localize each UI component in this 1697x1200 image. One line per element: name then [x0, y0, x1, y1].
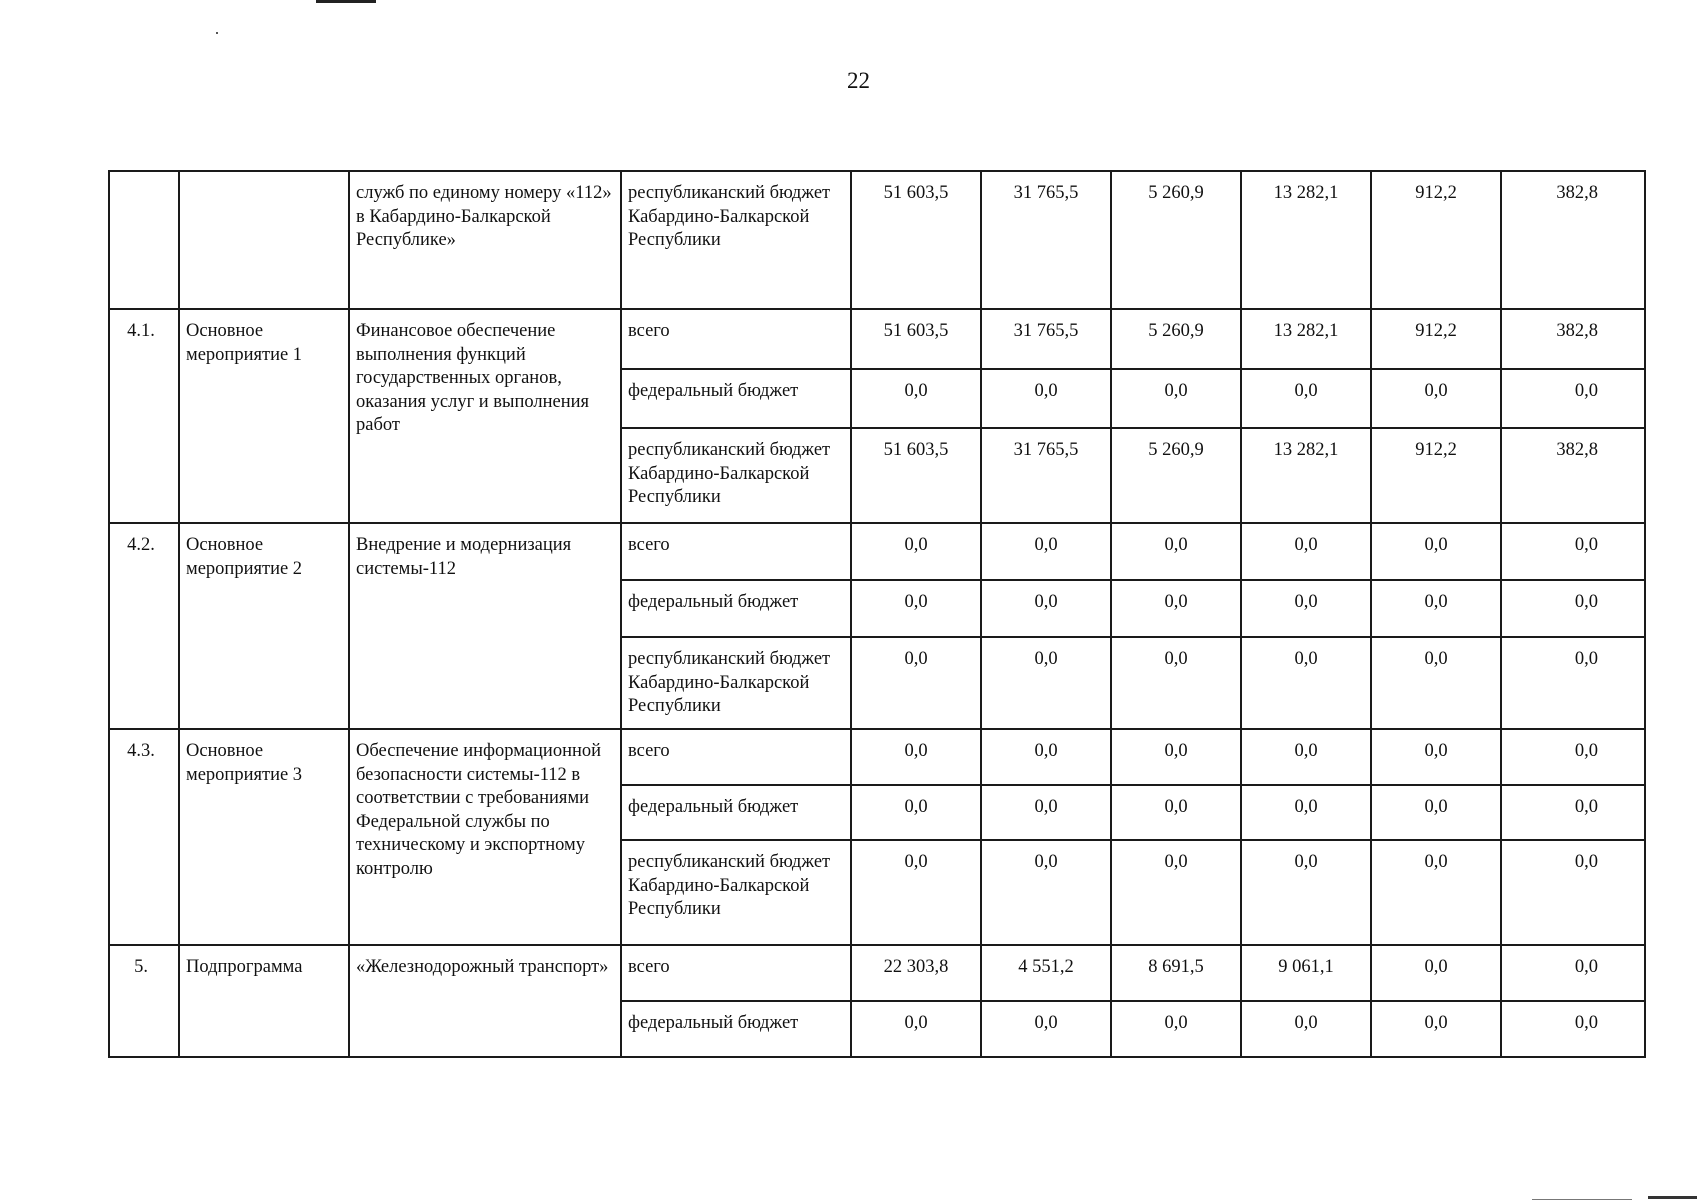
- cell-source: федеральный бюджет: [621, 1001, 851, 1057]
- cell-number: 4.2.: [109, 523, 179, 729]
- cell-source: республиканский бюджет Кабардино-Балкарской Республики: [621, 428, 851, 523]
- table-row: [109, 171, 1645, 309]
- cell-value: 0,0: [1371, 369, 1501, 428]
- page-number: 22: [847, 68, 870, 93]
- cell-number: 4.1.: [109, 309, 179, 523]
- cell-value: 0,0: [1111, 1001, 1241, 1057]
- cell-value: 0,0: [1371, 523, 1501, 580]
- cell-value: 13 282,1: [1241, 171, 1371, 309]
- cell-value: 0,0: [1501, 580, 1645, 637]
- cell-source: республиканский бюджет Кабардино-Балкарской Республики: [621, 171, 851, 309]
- table-row: [109, 729, 1645, 785]
- cell-value: 0,0: [1371, 785, 1501, 840]
- cell-value: 0,0: [851, 369, 981, 428]
- cell-value: 0,0: [1501, 369, 1645, 428]
- cell-type: Основное мероприятие 2: [179, 523, 349, 729]
- cell-value: 0,0: [1501, 1001, 1645, 1057]
- cell-value: 0,0: [981, 785, 1111, 840]
- cell-value: 0,0: [1241, 637, 1371, 729]
- scan-speck: [216, 32, 218, 34]
- cell-value: 0,0: [981, 729, 1111, 785]
- cell-value: 0,0: [1371, 840, 1501, 945]
- cell-value: 31 765,5: [981, 171, 1111, 309]
- cell-value: 5 260,9: [1111, 171, 1241, 309]
- cell-value: 0,0: [1111, 580, 1241, 637]
- cell-source: республиканский бюджет Кабардино-Балкарской Республики: [621, 637, 851, 729]
- cell-value: 51 603,5: [851, 171, 981, 309]
- cell-number: 5.: [109, 945, 179, 1057]
- cell-type: Основное мероприятие 3: [179, 729, 349, 945]
- cell-source: республиканский бюджет Кабардино-Балкарской Республики: [621, 840, 851, 945]
- cell-value: 0,0: [851, 1001, 981, 1057]
- cell-source: всего: [621, 945, 851, 1001]
- cell-value: 0,0: [981, 1001, 1111, 1057]
- cell-value: 0,0: [1241, 523, 1371, 580]
- cell-value: 0,0: [1371, 580, 1501, 637]
- cell-value: 51 603,5: [851, 309, 981, 369]
- cell-source: федеральный бюджет: [621, 580, 851, 637]
- scan-mark-top: [316, 0, 376, 3]
- cell-value: 382,8: [1501, 309, 1645, 369]
- cell-name: служб по единому номеру «112» в Кабардино-Балкарской Республике»: [349, 171, 621, 309]
- cell-value: 0,0: [851, 729, 981, 785]
- cell-value: 0,0: [981, 369, 1111, 428]
- cell-number: 4.3.: [109, 729, 179, 945]
- cell-value: 0,0: [1501, 637, 1645, 729]
- cell-value: 382,8: [1501, 171, 1645, 309]
- cell-value: 13 282,1: [1241, 309, 1371, 369]
- cell-value: 0,0: [1371, 1001, 1501, 1057]
- cell-value: 0,0: [851, 580, 981, 637]
- cell-value: 31 765,5: [981, 309, 1111, 369]
- cell-value: 13 282,1: [1241, 428, 1371, 523]
- cell-value: 0,0: [1501, 785, 1645, 840]
- cell-value: 0,0: [1241, 580, 1371, 637]
- cell-value: 0,0: [851, 840, 981, 945]
- cell-value: 0,0: [1371, 729, 1501, 785]
- table-row: [109, 945, 1645, 1001]
- cell-type: Подпрограмма: [179, 945, 349, 1057]
- cell-name: Обеспечение информационной безопасности системы-112 в соответствии с требованиями Федеральной службы по техническому и экспортному контролю: [349, 729, 621, 945]
- cell-value: 0,0: [1371, 945, 1501, 1001]
- scan-mark-bottom: [1648, 1196, 1697, 1199]
- cell-value: 8 691,5: [1111, 945, 1241, 1001]
- cell-number: [109, 171, 179, 309]
- cell-value: 0,0: [1241, 840, 1371, 945]
- cell-value: 0,0: [1501, 729, 1645, 785]
- cell-value: 0,0: [981, 840, 1111, 945]
- cell-source: федеральный бюджет: [621, 369, 851, 428]
- cell-type: [179, 171, 349, 309]
- cell-value: 382,8: [1501, 428, 1645, 523]
- cell-source: федеральный бюджет: [621, 785, 851, 840]
- cell-source: всего: [621, 523, 851, 580]
- cell-value: 4 551,2: [981, 945, 1111, 1001]
- cell-name: «Железнодорожный транспорт»: [349, 945, 621, 1057]
- cell-value: 0,0: [1241, 1001, 1371, 1057]
- cell-value: 0,0: [1501, 945, 1645, 1001]
- cell-value: 0,0: [981, 580, 1111, 637]
- cell-value: 0,0: [1111, 523, 1241, 580]
- cell-value: 0,0: [981, 637, 1111, 729]
- cell-value: 51 603,5: [851, 428, 981, 523]
- cell-value: 5 260,9: [1111, 428, 1241, 523]
- cell-value: 9 061,1: [1241, 945, 1371, 1001]
- cell-value: 0,0: [851, 637, 981, 729]
- cell-value: 0,0: [851, 523, 981, 580]
- cell-value: 22 303,8: [851, 945, 981, 1001]
- cell-value: 0,0: [851, 785, 981, 840]
- cell-source: всего: [621, 729, 851, 785]
- budget-table: [108, 170, 1646, 1058]
- table-row: [109, 523, 1645, 580]
- cell-value: 0,0: [1241, 369, 1371, 428]
- cell-value: 31 765,5: [981, 428, 1111, 523]
- cell-value: 0,0: [1501, 523, 1645, 580]
- cell-type: Основное мероприятие 1: [179, 309, 349, 523]
- cell-value: 0,0: [1111, 369, 1241, 428]
- cell-value: 912,2: [1371, 428, 1501, 523]
- cell-value: 0,0: [1241, 785, 1371, 840]
- cell-value: 0,0: [1111, 729, 1241, 785]
- cell-value: 5 260,9: [1111, 309, 1241, 369]
- table-row: [109, 309, 1645, 369]
- cell-value: 0,0: [1111, 637, 1241, 729]
- cell-value: 912,2: [1371, 171, 1501, 309]
- cell-value: 0,0: [1111, 785, 1241, 840]
- cell-value: 0,0: [981, 523, 1111, 580]
- cell-value: 0,0: [1111, 840, 1241, 945]
- cell-value: 0,0: [1501, 840, 1645, 945]
- cell-value: 912,2: [1371, 309, 1501, 369]
- cell-value: 0,0: [1241, 729, 1371, 785]
- cell-value: 0,0: [1371, 637, 1501, 729]
- cell-name: Внедрение и модернизация системы-112: [349, 523, 621, 729]
- cell-name: Финансовое обеспечение выполнения функций государственных органов, оказания услуг и выполнения работ: [349, 309, 621, 523]
- cell-source: всего: [621, 309, 851, 369]
